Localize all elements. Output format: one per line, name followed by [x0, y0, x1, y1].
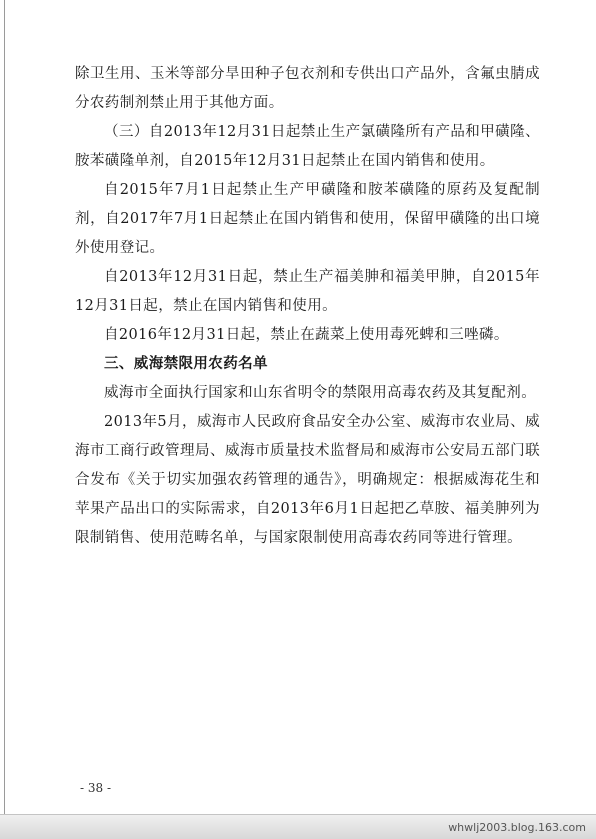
paragraph-7: 2013年5月，威海市人民政府食品安全办公室、威海市农业局、威海市工商行政管理局、威海市质量技术监督局和威海市公安局五部门联合发布《关于切实加强农药管理的通告》，明确规定：根据威海花生和苹果产品出口的实际需求，自2013年6月1日起把乙草胺、福美胂列为限制销售、使用范畴名单，与国家限制使用高毒农药同等进行管理。 — [75, 414, 540, 546]
document-body — [75, 60, 540, 553]
watermark-bar — [0, 814, 596, 839]
paragraph-5: 自2016年12月31日起，禁止在蔬菜上使用毒死蜱和三唑磷。 — [104, 327, 509, 343]
paragraph-1: 除卫生用、玉米等部分旱田种子包衣剂和专供出口产品外，含氟虫腈成分农药制剂禁止用于其他方面。 — [75, 66, 540, 111]
paragraph-2: （三）自2013年12月31日起禁止生产氯磺隆所有产品和甲磺隆、胺苯磺隆单剂，自2015年12月31日起禁止在国内销售和使用。 — [75, 124, 540, 169]
page-border — [4, 0, 5, 839]
paragraph-3: 自2015年7月1日起禁止生产甲磺隆和胺苯磺隆的原药及复配制剂，自2017年7月1日起禁止在国内销售和使用，保留甲磺隆的出口境外使用登记。 — [75, 182, 540, 256]
page-number: - 38 - — [80, 781, 112, 795]
paragraph-6: 威海市全面执行国家和山东省明令的禁限用高毒农药及其复配剂。 — [104, 385, 537, 401]
watermark-text: whwlj2003.blog.163.com — [448, 821, 586, 834]
paragraph-4: 自2013年12月31日起，禁止生产福美胂和福美甲胂，自2015年12月31日起，禁止在国内销售和使用。 — [75, 269, 540, 314]
section-heading: 三、威海禁限用农药名单 — [104, 356, 268, 372]
